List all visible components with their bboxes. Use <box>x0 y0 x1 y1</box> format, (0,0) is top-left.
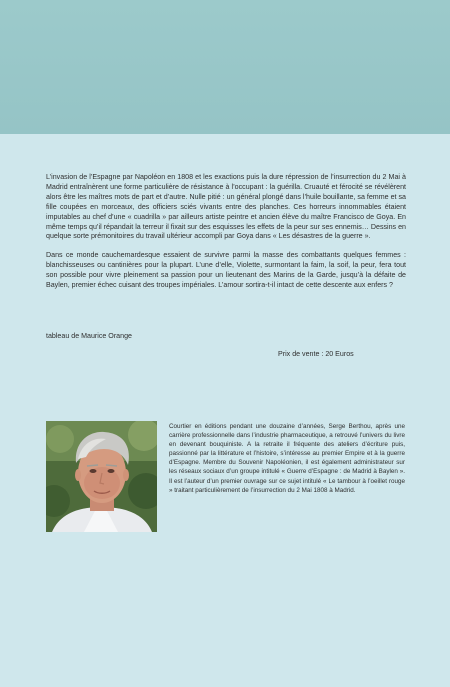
author-portrait <box>46 421 157 532</box>
top-color-band <box>0 0 450 134</box>
cover-art-credit: tableau de Maurice Orange <box>46 332 132 340</box>
synopsis-text <box>46 173 406 299</box>
synopsis-paragraph-2: Dans ce monde cauchemardesque essaient de survivre parmi la masse des combattants quelques femmes : blanchisseuses ou cantinières pour la plupart. L’une d’elle, Violette, surmontant la faim, la soif, la peur, fera tout son possible pour vivre pleinement sa passion pour un lieutenant des Marins de la Garde, jusqu’à la défaite de Baylen, premier échec cuisant des troupes impériales. L’amour sortira-t-il intact de cette descente aux enfers ? <box>46 250 406 289</box>
price-label: Prix de vente : 20 Euros <box>278 350 354 358</box>
synopsis-paragraph-1: L’invasion de l’Espagne par Napoléon en 1808 et les exactions puis la dure répression de l’insurrection du 2 Mai à Madrid entraînèrent une forme particulière de résistance à l’occupant : la guérilla. Cruauté et férocité se révélèrent alors être les maîtres mots de part et d’autre. Nulle pitié : un général plongé dans l’huile bouillante, sa femme et sa fille coupées en morceaux, des officiers sciés vivants entre des planches. Ces horreurs innommables étaient imputables au chef d’une « cuadrilla » par ailleurs artiste peintre et ancien élève du maître Francisco de Goya. En même temps qu’il répandait la terreur il fixait sur des esquisses les effets de la peur sur ses ennemis… Dessins en quelque sorte prémonitoires du travail ultérieur accompli par Goya dans « Les désastres de la guerre ». <box>46 173 406 241</box>
author-biography: Courtier en éditions pendant une douzaine d’années, Serge Berthou, après une carrière professionnelle dans l’industrie pharmaceutique, a retrouvé l’univers du livre en devenant bouquiniste. A la retraite il fréquente des ateliers d’écriture puis, passionné par la littérature et l’histoire, s’intéresse au premier Empire et à la guerre d’Espagne. Membre du Souvenir Napoléonien, il est également administrateur sur les réseaux sociaux d’un groupe intitulé « Guerre d’Espagne : de Madrid à Baylen ». Il est l’auteur d’un premier ouvrage sur ce sujet intitulé « Le tambour à l’oeillet rouge » traitant particulièrement de l’insurrection du 2 Mai 1808 à Madrid. <box>169 423 405 494</box>
author-portrait-image <box>46 421 157 532</box>
